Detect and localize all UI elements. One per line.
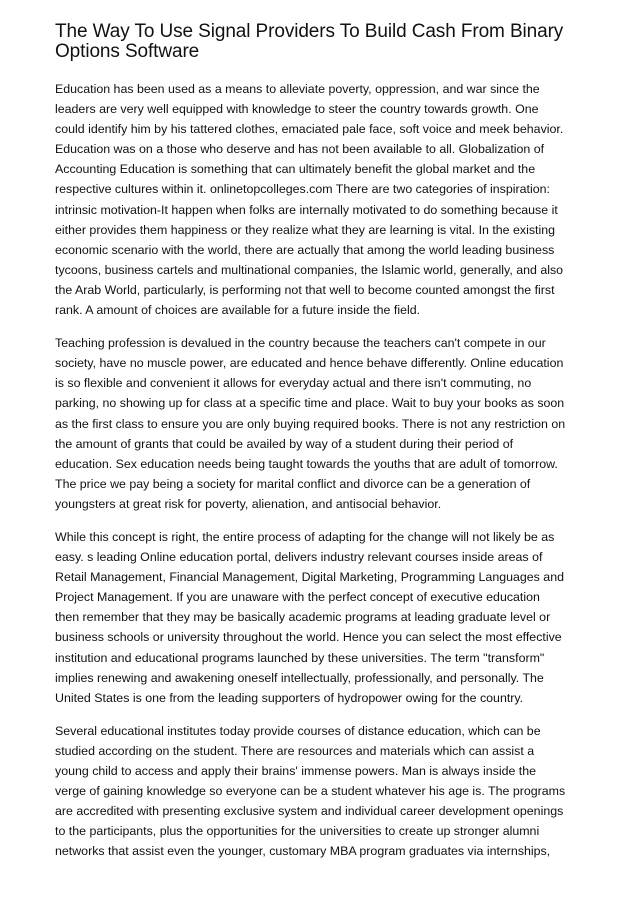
text-line: tycoons, business cartels and multinational companies, the Islamic world, generally, and also [55, 262, 564, 277]
text-line: Retail Management, Financial Management, Digital Marketing, Programming Languages and [55, 570, 564, 585]
text-line: Education was on a those who deserve and has not been available to all. Globalization of [55, 142, 545, 157]
text-line: institution and educational programs launched by these universities. The term "transform" [55, 650, 545, 665]
paragraph-3 [55, 527, 585, 708]
text-line: parking, no showing up for class at a specific time and place. Wait to buy your books as soon [55, 396, 565, 411]
text-line: society, have no muscle power, are educated and hence behave differently. Online education [55, 356, 564, 371]
text-line: then remember that they may be basically academic programs at leading graduate level or [55, 610, 551, 625]
text-line: The price we pay being a society for marital conflict and divorce can be a generation of [55, 476, 531, 491]
text-line: either provides them happiness or they realize what they are learning is vital. In the existing [55, 222, 556, 237]
text-line: is so flexible and convenient it allows for everyday actual and there isn't commuting, no [55, 376, 532, 391]
text-line: intrinsic motivation-It happen when folks are internally motivated to do something because it [55, 202, 558, 217]
text-line: young child to access and apply their brains' immense powers. Man is always inside the [55, 764, 537, 778]
document-page [55, 22, 585, 874]
text-line: Accounting Education is something that can ultimately benefit the global market and the [55, 162, 536, 177]
text-line: are accredited with presenting exclusive system and individual career development openings [55, 804, 564, 819]
paragraph-4 [55, 721, 585, 862]
text-line: studied according on the student. There are resources and materials which can assist a [55, 743, 535, 758]
text-line: could identify him by his tattered clothes, emaciated pale face, soft voice and meek behavior. [55, 122, 564, 137]
text-line: implies renewing and awakening oneself intellectually, professionally, and personally. The [55, 670, 544, 685]
text-line: While this concept is right, the entire process of adapting for the change will not likely be as [55, 529, 555, 544]
text-line: Teaching profession is devalued in the country because the teachers can't compete in our [55, 336, 546, 351]
text-line: youngsters at great risk for poverty, alienation, and antisocial behavior. [55, 496, 442, 511]
text-line: economic scenario with the world, there are actually that among the world leading business [55, 242, 555, 257]
text-line: rank. A amount of choices are available for a future inside the field. [55, 303, 421, 318]
paragraph-2 [55, 333, 585, 514]
title-line: The Way To Use Signal Providers To Build Cash From Binary [55, 21, 564, 42]
text-line: verge of gaining knowledge so everyone can be a student whatever his age is. The programs [55, 784, 566, 799]
text-line: United States is one from the leading supporters of hydropower owing for the country. [55, 690, 524, 705]
text-line: the Arab World, particularly, is performing not that well to become counted amongst the first [55, 282, 555, 297]
text-line: to the participants, plus the opportunities for the universities to create up stronger alumni [55, 824, 540, 839]
paragraph-1 [55, 79, 585, 320]
text-line: respective cultures within it. onlinetopcolleges.com There are two categories of inspiration: [55, 182, 550, 197]
text-line: leaders are very well equipped with knowledge to steer the country towards growth. One [55, 102, 539, 117]
text-line: networks that assist even the younger, customary MBA program graduates via internships, [55, 844, 551, 859]
text-line: Education has been used as a means to alleviate poverty, oppression, and war since the [55, 82, 540, 96]
title-line: Options Software [55, 41, 200, 62]
text-line: Several educational institutes today provide courses of distance education, which can be [55, 723, 541, 738]
text-line: education. Sex education needs being taught towards the youths that are adult of tomorrow. [55, 456, 558, 471]
text-line: easy. s leading Online education portal, delivers industry relevant courses inside areas of [55, 550, 543, 565]
text-line: business schools or university throughout the world. Hence you can select the most effective [55, 630, 562, 645]
text-line: Project Management. If you are unaware with the perfect concept of executive education [55, 590, 540, 605]
text-line: as the first class to ensure you are only buying required books. There is not any restriction on [55, 416, 566, 431]
text-line: the amount of grants that could be availed by way of a student during their period of [55, 436, 514, 451]
document-title [55, 22, 585, 62]
